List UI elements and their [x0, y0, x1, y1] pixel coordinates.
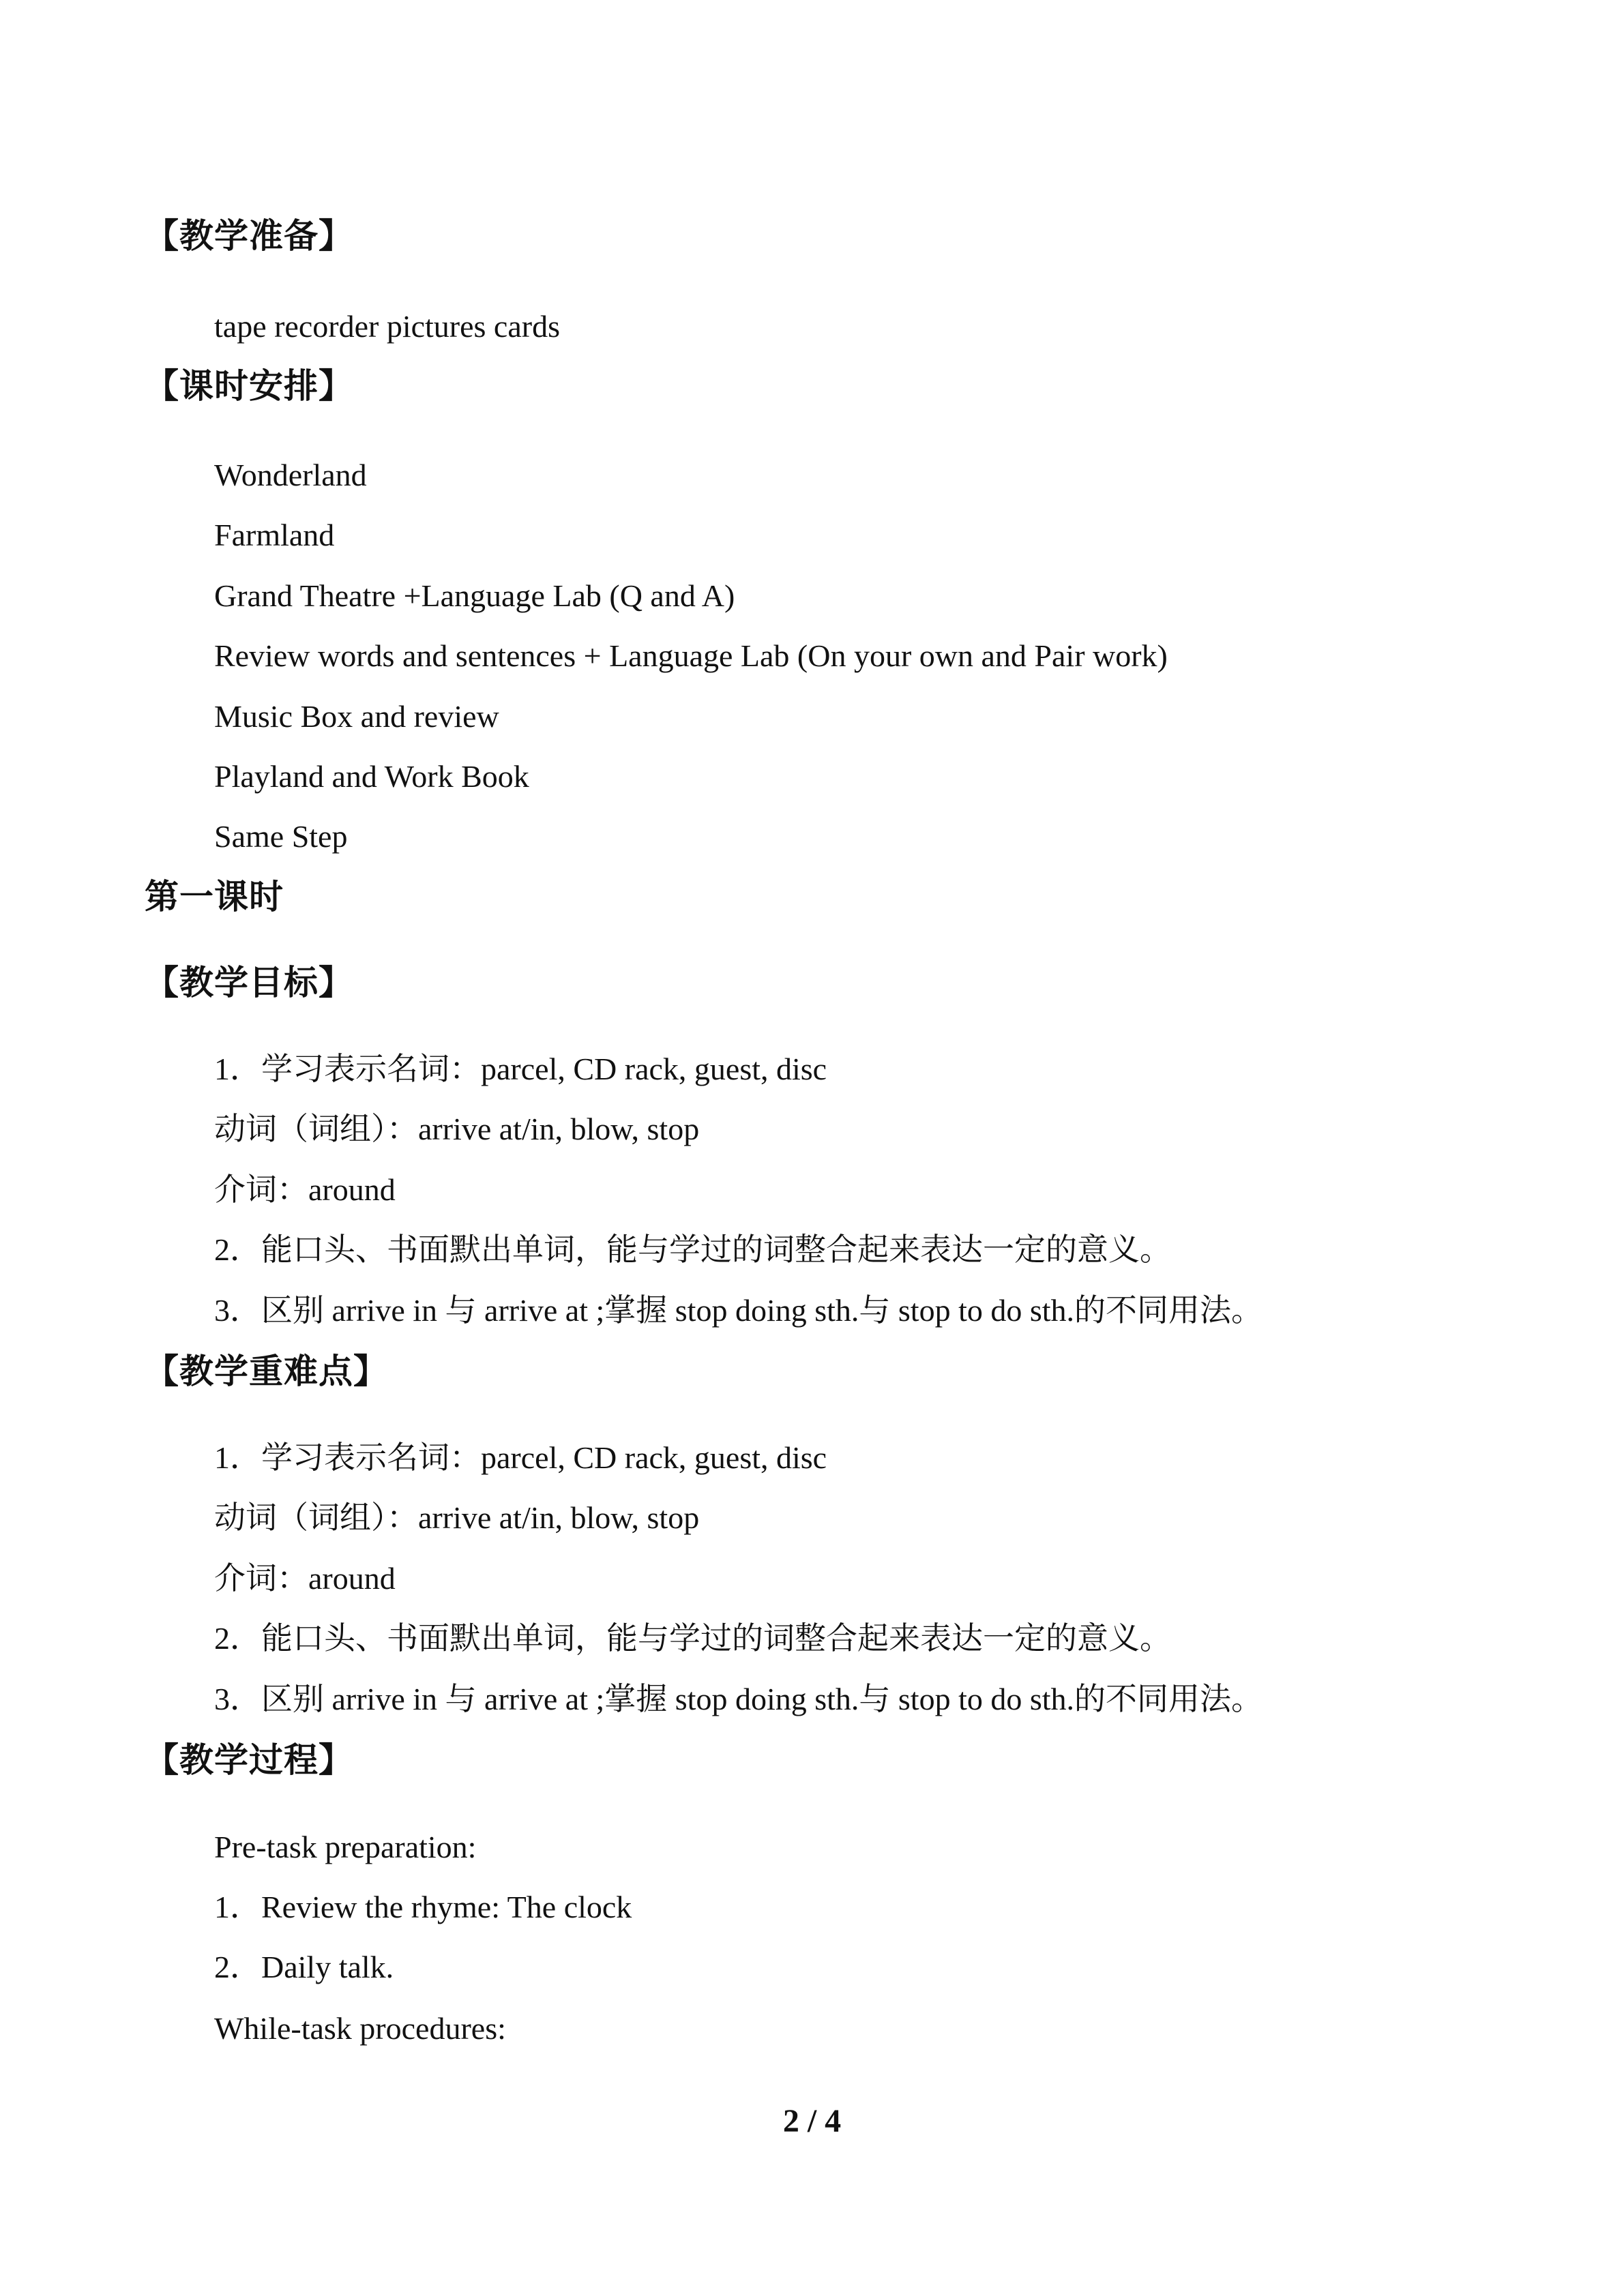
section-line: 介词：around — [214, 1561, 396, 1596]
section-line: Same Step — [214, 819, 348, 854]
page-number: 2 / 4 — [782, 2103, 842, 2139]
section-line: 1．Review the rhyme: The clock — [214, 1890, 632, 1924]
section-line: 2．Daily talk. — [214, 1950, 394, 1984]
section-line: Review words and sentences + Language Lab (On your own and Pair work) — [214, 638, 1168, 673]
section-line: tape recorder pictures cards — [214, 309, 560, 344]
section-heading-key-difficult-points: 【教学重难点】 — [145, 1352, 388, 1391]
section-line: Playland and Work Book — [214, 759, 529, 794]
section-line: Pre-task preparation: — [214, 1830, 477, 1864]
section-line: 2．能口头、书面默出单词，能与学过的词整合起来表达一定的意义。 — [214, 1621, 1171, 1656]
section-heading-teaching-preparation: 【教学准备】 — [145, 216, 353, 256]
section-line: Grand Theatre +Language Lab (Q and A) — [214, 578, 735, 613]
section-heading-lesson-arrangement: 【课时安排】 — [145, 366, 353, 406]
section-line: 动词（词组）：arrive at/in, blow, stop — [214, 1500, 700, 1535]
section-line: 介词：around — [214, 1172, 396, 1207]
section-line: 3．区别 arrive in 与 arrive at ;掌握 stop doing sth.与 stop to do sth.的不同用法。 — [214, 1293, 1263, 1328]
section-line: Farmland — [214, 518, 335, 552]
section-line: 3．区别 arrive in 与 arrive at ;掌握 stop doing sth.与 stop to do sth.的不同用法。 — [214, 1682, 1263, 1716]
section-line: 2．能口头、书面默出单词，能与学过的词整合起来表达一定的意义。 — [214, 1232, 1171, 1267]
section-line: 动词（词组）：arrive at/in, blow, stop — [214, 1112, 700, 1146]
section-line: Wonderland — [214, 458, 367, 492]
section-line: 1．学习表示名词：parcel, CD rack, guest, disc — [214, 1052, 827, 1086]
section-heading-first-lesson: 第一课时 — [145, 877, 284, 916]
section-line: Music Box and review — [214, 699, 499, 734]
section-heading-teaching-process: 【教学过程】 — [145, 1740, 353, 1780]
section-line: While-task procedures: — [214, 2011, 506, 2046]
section-line: 1．学习表示名词：parcel, CD rack, guest, disc — [214, 1440, 827, 1475]
section-heading-teaching-objectives: 【教学目标】 — [145, 963, 353, 1002]
